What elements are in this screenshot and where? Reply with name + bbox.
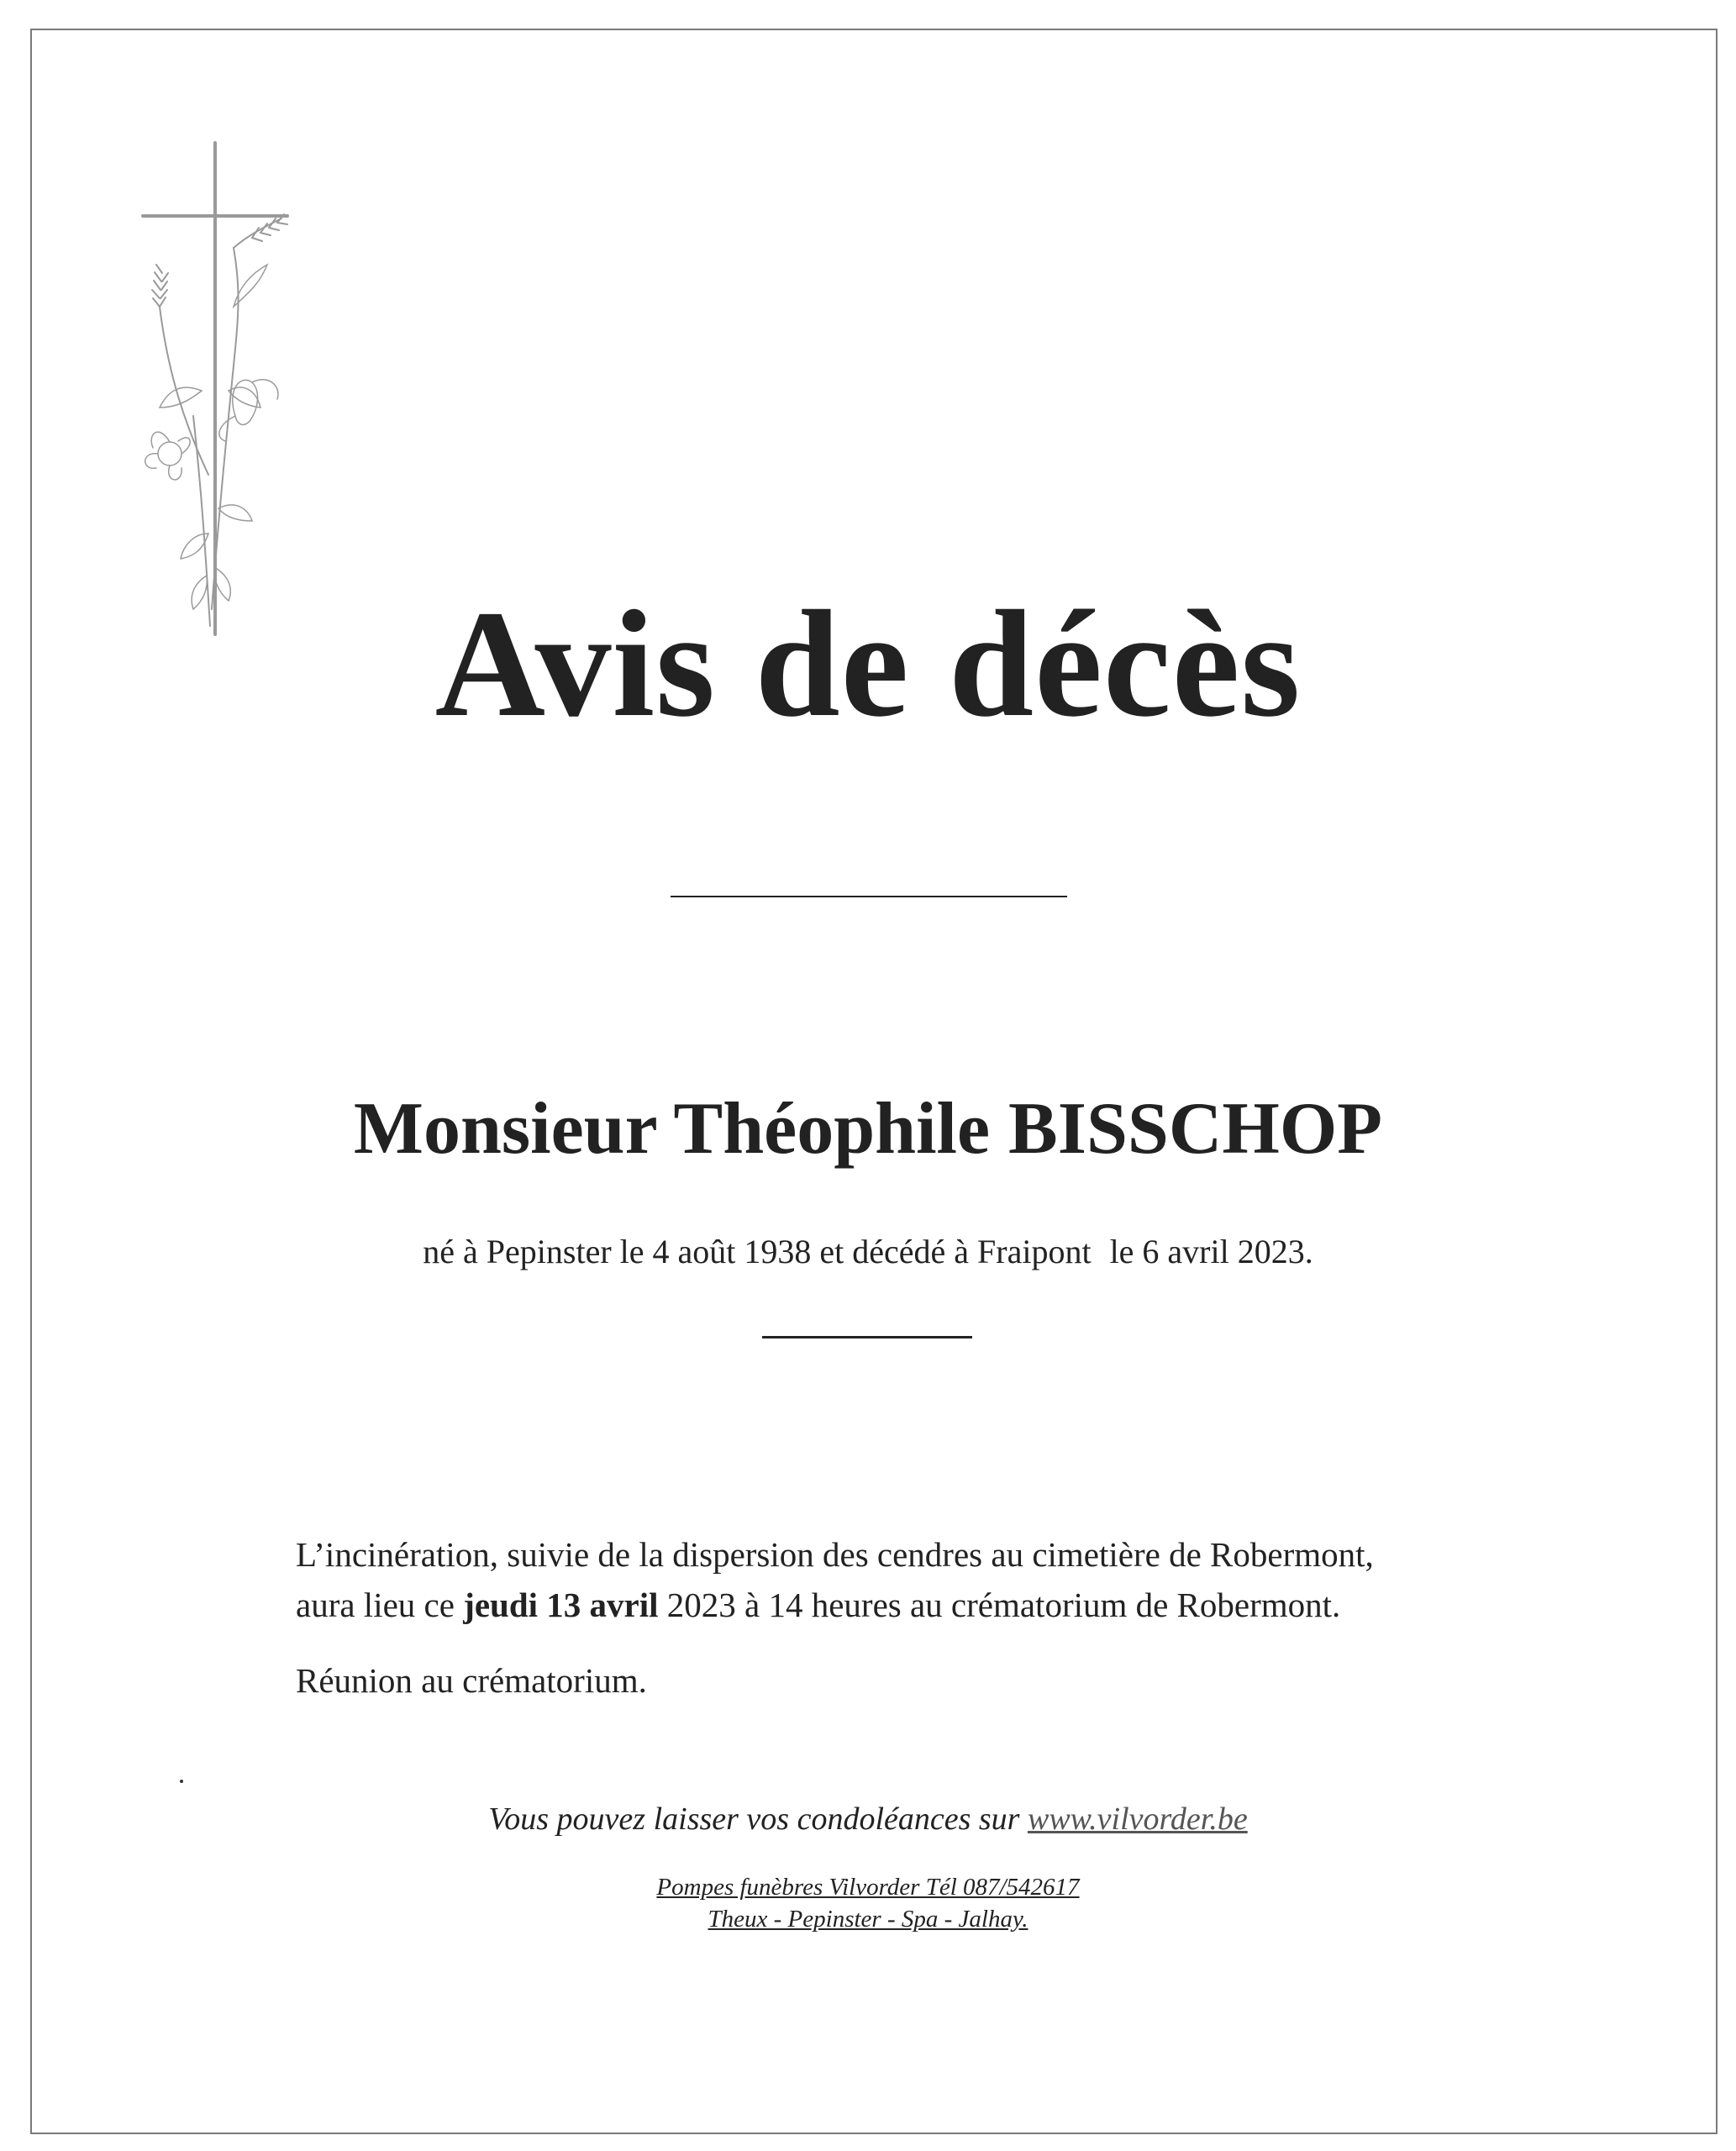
ceremony-line-1: L’incinération, suivie de la dispersion des cendres au cimetière de Robermont, [296,1535,1374,1574]
divider-rule-short [762,1336,972,1338]
funeral-home-name: Pompes funèbres Vilvorder Tél 087/542617 [656,1874,1080,1901]
ceremony-date: jeudi 13 avril [463,1586,659,1624]
ceremony-details [296,1529,1374,1630]
cross-with-flowers-icon [134,139,336,643]
birth-death-dates [0,1235,1736,1269]
reunion-text: Réunion au crématorium. [296,1661,647,1700]
funeral-home-locations-line [0,1907,1736,1932]
birth-text: né à Pepinster le 4 août 1938 et décédé à Fraipont [423,1233,1092,1270]
ceremony-line-2-prefix: aura lieu ce [296,1586,455,1624]
deceased-name: Monsieur Théophile BISSCHOP [353,1088,1383,1170]
divider-rule [671,896,1067,897]
condolences-link[interactable]: www.vilvorder.be [1027,1801,1248,1837]
condolences-text: Vous pouvez laisser vos condoléances sur [488,1801,1020,1837]
funeral-home-line [0,1875,1736,1900]
notice-title: Avis de décès [434,580,1302,749]
funeral-home-locations: Theux - Pepinster - Spa - Jalhay. [708,1906,1028,1933]
ceremony-line-2 [296,1580,1374,1630]
death-text: le 6 avril 2023. [1109,1233,1313,1270]
ceremony-line-2-suffix: 2023 à 14 heures au crématorium de Robermont. [666,1586,1341,1624]
condolences-line [0,1803,1736,1835]
scan-speck [180,1780,183,1783]
